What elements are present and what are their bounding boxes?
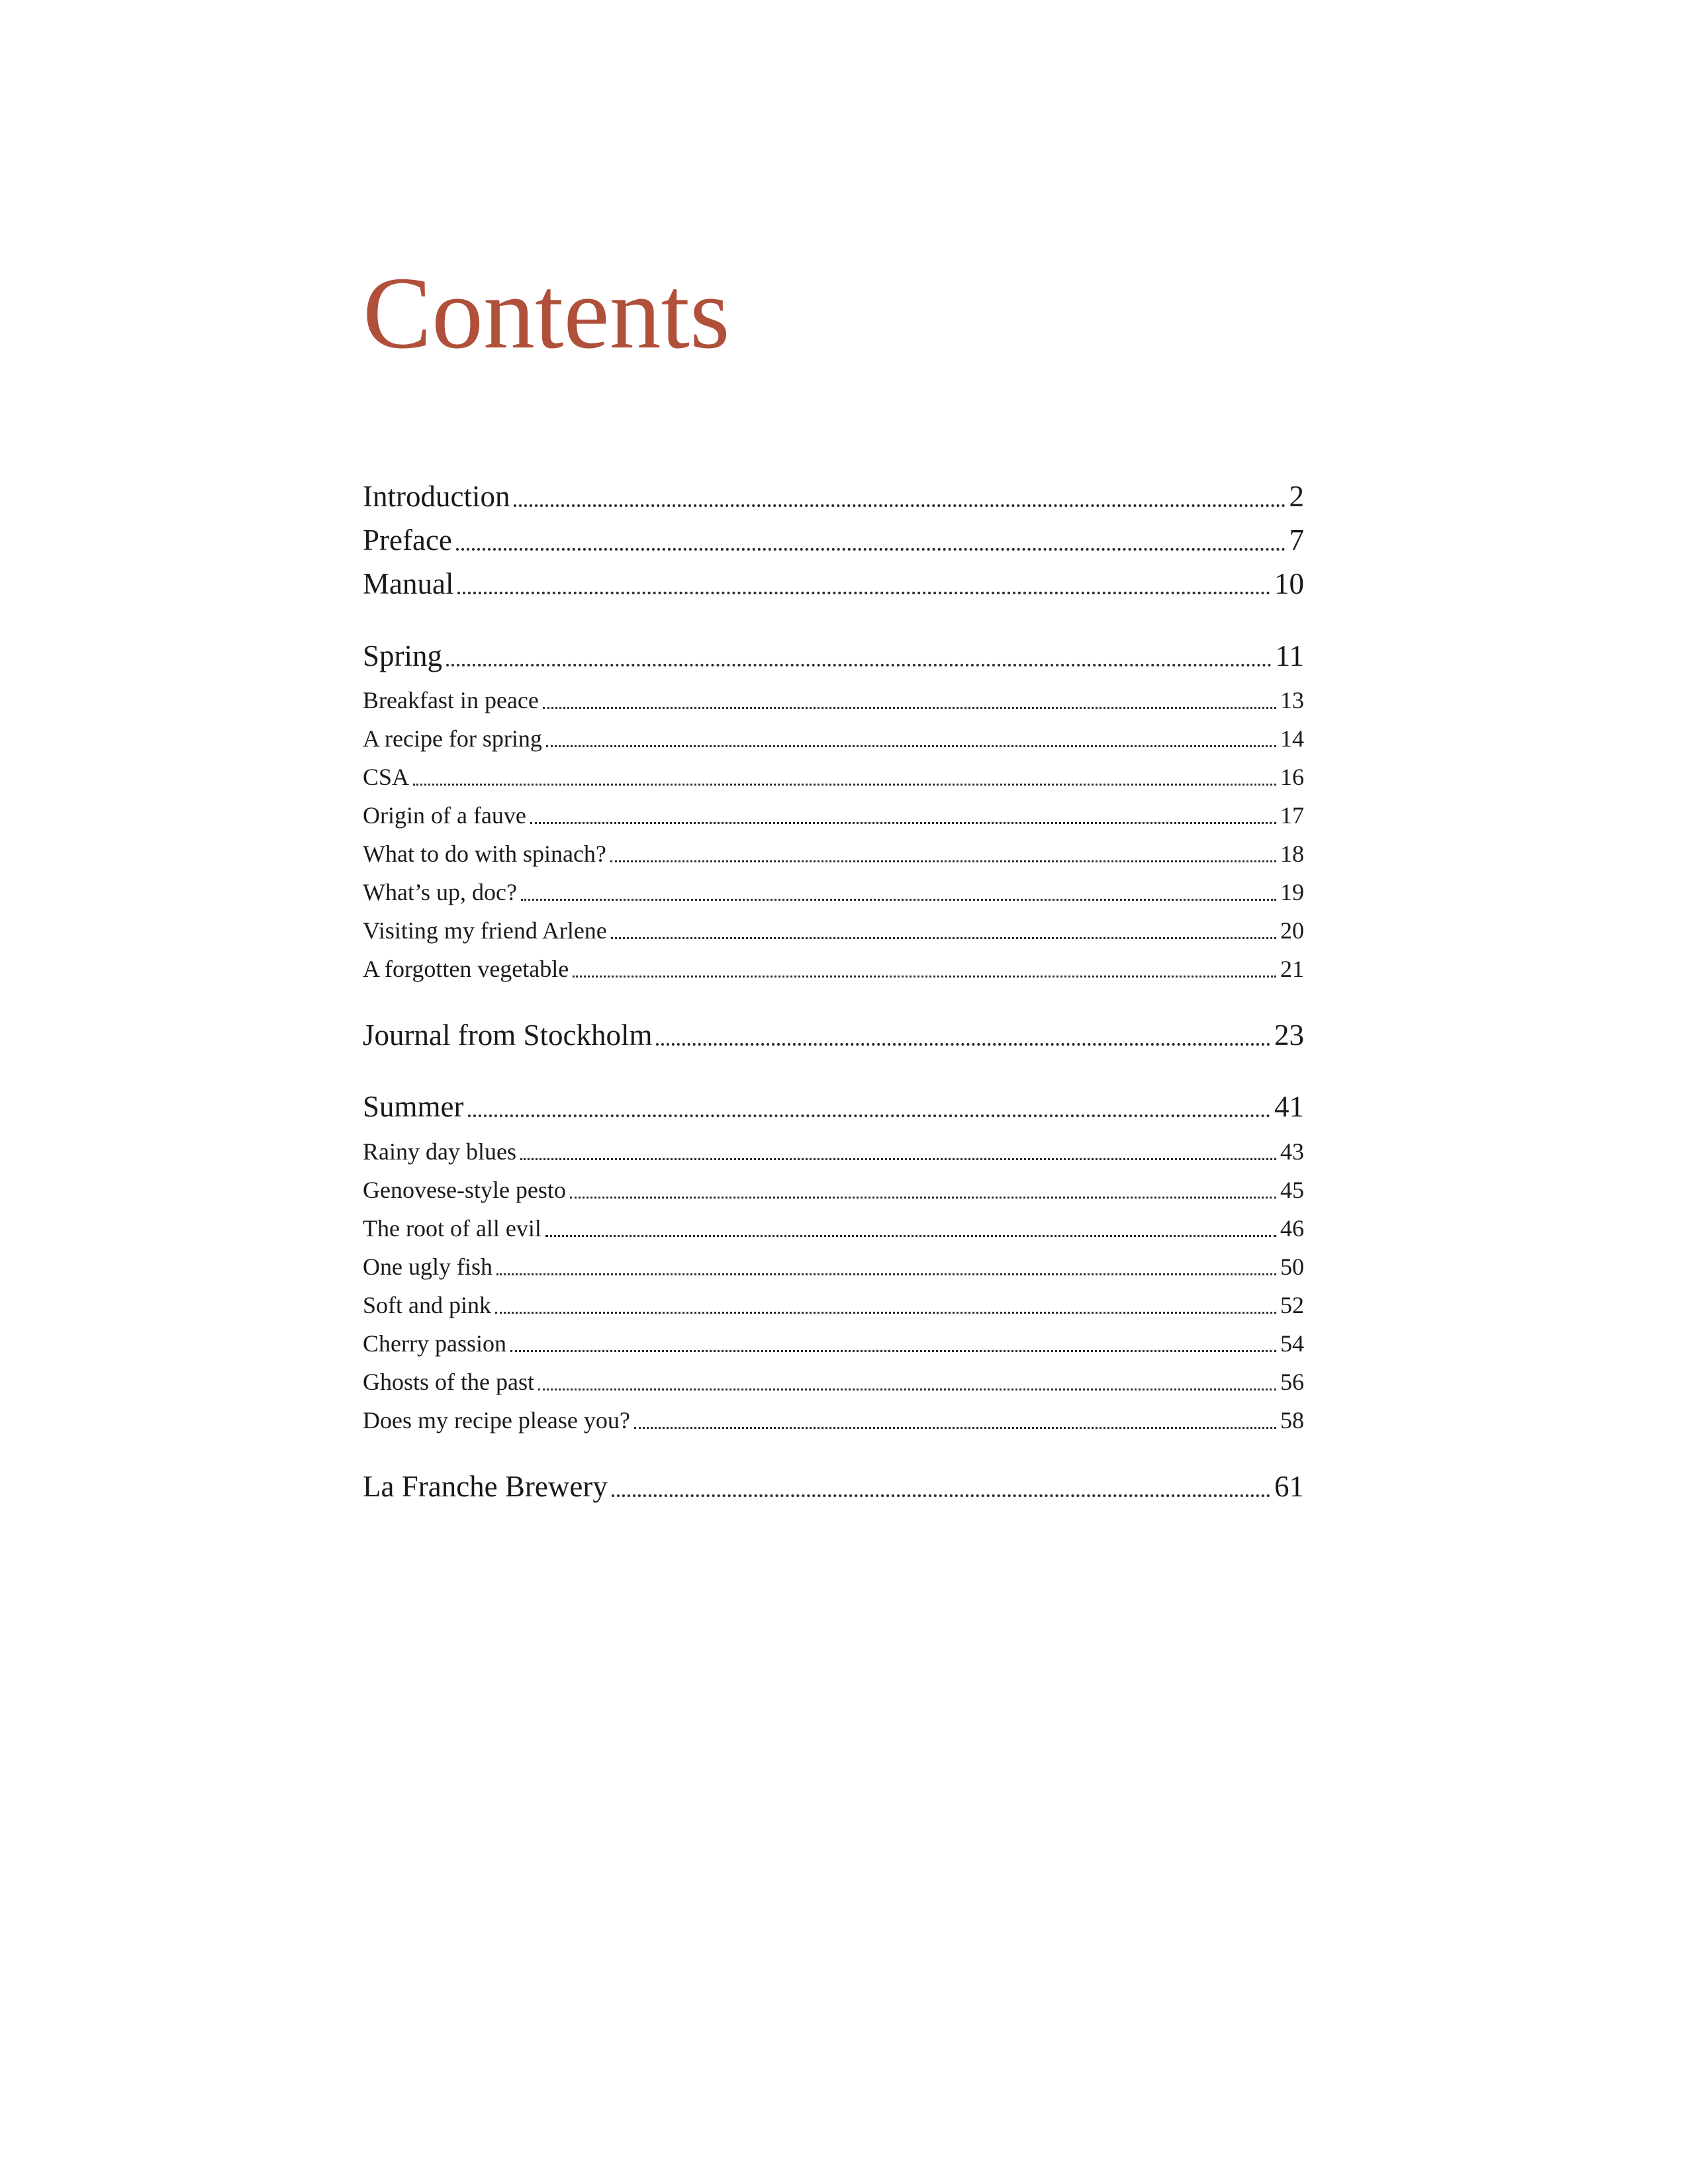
toc-entry-one-ugly-fish[interactable] bbox=[363, 1251, 1304, 1283]
toc-entry-page: 41 bbox=[1274, 1090, 1304, 1123]
toc-entry-page: 46 bbox=[1280, 1215, 1304, 1242]
dot-leader bbox=[456, 522, 1286, 559]
toc-entry-visiting-my-friend-arlene[interactable] bbox=[363, 915, 1304, 946]
toc-entry-page: 20 bbox=[1280, 917, 1304, 944]
toc-entry-label: Ghosts of the past bbox=[363, 1369, 534, 1395]
toc-entry-page: 21 bbox=[1280, 956, 1304, 982]
toc-entry-whats-up-doc[interactable] bbox=[363, 876, 1304, 908]
dot-leader bbox=[495, 1289, 1276, 1321]
toc-entry-summer[interactable] bbox=[363, 1088, 1304, 1125]
dot-leader bbox=[538, 1366, 1276, 1398]
toc-entry-label: Summer bbox=[363, 1090, 464, 1123]
toc-entry-page: 45 bbox=[1280, 1177, 1304, 1203]
toc-entry-page: 17 bbox=[1280, 802, 1304, 829]
dot-leader bbox=[496, 1251, 1276, 1283]
toc-entry-soft-and-pink[interactable] bbox=[363, 1289, 1304, 1321]
toc-entry-genovese-style-pesto[interactable] bbox=[363, 1174, 1304, 1206]
toc-entry-label: Journal from Stockholm bbox=[363, 1019, 653, 1052]
dot-leader bbox=[510, 1328, 1276, 1359]
toc-entry-breakfast-in-peace[interactable] bbox=[363, 684, 1304, 716]
toc-entry-page: 50 bbox=[1280, 1253, 1304, 1280]
toc-entry-label: The root of all evil bbox=[363, 1215, 541, 1242]
toc-entry-page: 13 bbox=[1280, 687, 1304, 713]
toc-entry-a-forgotten-vegetable[interactable] bbox=[363, 953, 1304, 985]
toc-entry-label: One ugly fish bbox=[363, 1253, 492, 1280]
toc-entry-label: Soft and pink bbox=[363, 1292, 491, 1318]
dot-leader bbox=[545, 1212, 1276, 1244]
toc-entry-label: Introduction bbox=[363, 480, 510, 513]
toc-entry-journal-from-stockholm[interactable] bbox=[363, 1017, 1304, 1054]
toc-entry-spring[interactable] bbox=[363, 637, 1304, 674]
toc-entry-page: 58 bbox=[1280, 1407, 1304, 1433]
toc-entry-page: 10 bbox=[1274, 567, 1304, 600]
toc-entry-manual[interactable] bbox=[363, 565, 1304, 602]
toc-entry-label: CSA bbox=[363, 764, 410, 790]
toc-entry-a-recipe-for-spring[interactable] bbox=[363, 723, 1304, 754]
toc-entry-rainy-day-blues[interactable] bbox=[363, 1136, 1304, 1167]
toc-entry-label: Preface bbox=[363, 523, 452, 557]
toc-entry-page: 7 bbox=[1289, 523, 1304, 557]
dot-leader bbox=[611, 915, 1276, 946]
toc-entry-label: What to do with spinach? bbox=[363, 841, 606, 867]
dot-leader bbox=[521, 876, 1276, 908]
dot-leader bbox=[570, 1174, 1276, 1206]
toc-entry-page: 11 bbox=[1275, 639, 1304, 672]
dot-leader bbox=[530, 799, 1276, 831]
toc-entry-page: 52 bbox=[1280, 1292, 1304, 1318]
dot-leader bbox=[656, 1017, 1270, 1054]
toc-entry-ghosts-of-the-past[interactable] bbox=[363, 1366, 1304, 1398]
toc-entry-page: 19 bbox=[1280, 879, 1304, 905]
toc-entry-page: 23 bbox=[1274, 1019, 1304, 1052]
toc-entry-label: Origin of a fauve bbox=[363, 802, 526, 829]
toc-entry-label: Cherry passion bbox=[363, 1330, 506, 1357]
dot-leader bbox=[413, 761, 1276, 793]
toc-entry-preface[interactable] bbox=[363, 522, 1304, 559]
toc-entry-label: A forgotten vegetable bbox=[363, 956, 569, 982]
dot-leader bbox=[546, 723, 1276, 754]
dot-leader bbox=[573, 953, 1276, 985]
toc-entry-label: Spring bbox=[363, 639, 443, 672]
dot-leader bbox=[543, 684, 1276, 716]
toc-entry-page: 56 bbox=[1280, 1369, 1304, 1395]
toc-entry-origin-of-a-fauve[interactable] bbox=[363, 799, 1304, 831]
toc-entry-introduction[interactable] bbox=[363, 478, 1304, 515]
dot-leader bbox=[468, 1088, 1271, 1125]
toc-entry-what-to-do-with-spinach[interactable] bbox=[363, 838, 1304, 870]
dot-leader bbox=[514, 478, 1285, 515]
toc-entry-csa[interactable] bbox=[363, 761, 1304, 793]
toc-entry-page: 61 bbox=[1274, 1470, 1304, 1503]
dot-leader bbox=[520, 1136, 1276, 1167]
toc-entry-label: Visiting my friend Arlene bbox=[363, 917, 607, 944]
dot-leader bbox=[610, 838, 1276, 870]
page-title: Contents bbox=[363, 255, 730, 370]
toc-entry-label: Manual bbox=[363, 567, 454, 600]
toc-entry-la-franche-brewery[interactable] bbox=[363, 1468, 1304, 1505]
toc-entry-page: 54 bbox=[1280, 1330, 1304, 1357]
toc-entry-label: La Franche Brewery bbox=[363, 1470, 608, 1503]
toc-entry-does-my-recipe-please-you[interactable] bbox=[363, 1404, 1304, 1436]
toc-entry-cherry-passion[interactable] bbox=[363, 1328, 1304, 1359]
toc-entry-page: 2 bbox=[1289, 480, 1304, 513]
toc-entry-page: 18 bbox=[1280, 841, 1304, 867]
dot-leader bbox=[612, 1468, 1270, 1505]
toc-entry-label: Does my recipe please you? bbox=[363, 1407, 630, 1433]
toc-entry-label: Rainy day blues bbox=[363, 1138, 516, 1165]
toc-entry-page: 16 bbox=[1280, 764, 1304, 790]
dot-leader bbox=[446, 637, 1272, 674]
toc-entry-the-root-of-all-evil[interactable] bbox=[363, 1212, 1304, 1244]
dot-leader bbox=[634, 1404, 1276, 1436]
toc-entry-page: 14 bbox=[1280, 725, 1304, 752]
dot-leader bbox=[457, 565, 1270, 602]
toc-entry-label: Genovese-style pesto bbox=[363, 1177, 566, 1203]
toc-entry-page: 43 bbox=[1280, 1138, 1304, 1165]
toc-entry-label: A recipe for spring bbox=[363, 725, 542, 752]
toc-entry-label: What’s up, doc? bbox=[363, 879, 517, 905]
toc-entry-label: Breakfast in peace bbox=[363, 687, 539, 713]
